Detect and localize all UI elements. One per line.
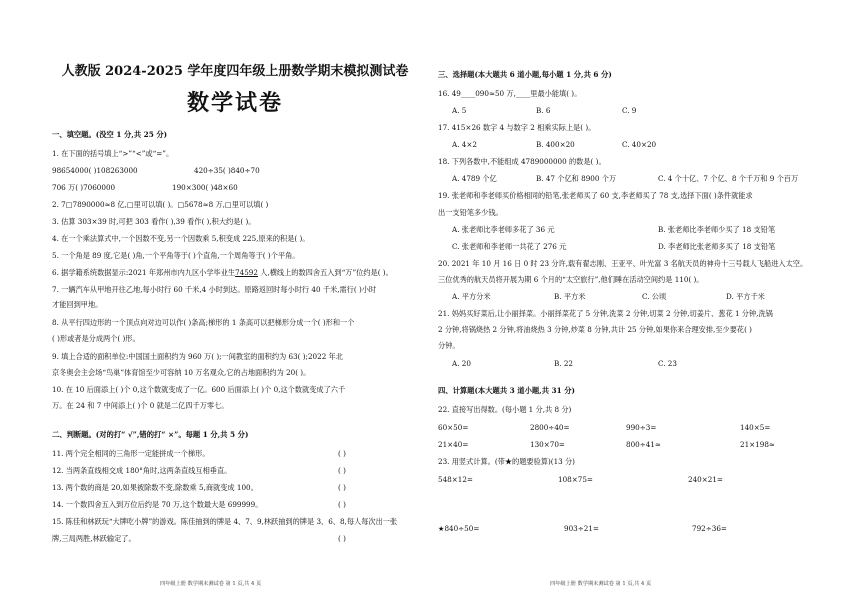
- q16-option-c[interactable]: C. 9: [622, 106, 637, 115]
- question-23: 23. 用竖式计算。(带★的题要验算)(13 分): [438, 457, 575, 466]
- q16-option-a[interactable]: A. 5: [452, 106, 467, 115]
- question-18: 18. 下列各数中,不能组成 4789000000 的数是( )。: [438, 157, 606, 166]
- q16-option-b[interactable]: B. 6: [536, 106, 551, 115]
- question-6-text-b: 人,横线上的数四舍五入到“万”位约是( )。: [257, 268, 393, 277]
- question-5: 5. 一个角是 89 度,它是( )角,一个平角等于( )个直角,一个周角等于( )个平角。: [52, 251, 300, 260]
- q21-option-c[interactable]: C. 23: [658, 359, 677, 368]
- q22-item-3: 990÷3=: [626, 423, 657, 432]
- q17-option-b[interactable]: B. 400×20: [536, 140, 575, 149]
- q22-item-7: 800÷41≈: [626, 440, 661, 449]
- q20-option-a[interactable]: A. 平方分米: [452, 292, 491, 301]
- question-1-d: 190×300( )48×60: [172, 183, 238, 192]
- judgement-15-line-2: 牌,三局两胜,林跃输定了。: [52, 534, 136, 543]
- section-fill-in-heading: 一、填空题。(没空 1 分,共 25 分): [52, 130, 168, 139]
- question-8-line-2: ( )形或者是分成两个( )形。: [52, 334, 140, 343]
- answer-paren-15[interactable]: ( ): [338, 534, 346, 543]
- judgement-13: 13. 两个数的商是 20,如果被除数不变,除数乘 5,商就变成 100。: [52, 483, 258, 492]
- judgement-15-line-1: 15. 陈佳和林跃玩“大牌吃小牌”的游戏。陈佳抽到的牌是 4、7、9,林跃抽到的牌是 3、6、8,每人每次出一张: [52, 517, 398, 526]
- q22-item-2: 2800÷40=: [530, 423, 570, 432]
- q21-option-b[interactable]: B. 22: [554, 359, 573, 368]
- question-6-text-a: 6. 据学籍系统数据显示:2021 年郑州市内九区小学毕业生: [52, 268, 236, 277]
- question-6: [52, 268, 393, 277]
- paper-subtitle: 数学试卷: [186, 90, 283, 116]
- answer-paren-12[interactable]: ( ): [338, 466, 346, 475]
- question-1-b: 420÷35( )840÷70: [194, 166, 260, 175]
- question-3: 3. 估算 303×39 时,可把 303 看作( ),39 看作( ),积大约是( )。: [52, 217, 256, 226]
- judgement-14: 14. 一个数四舍五入到万位后约是 70 万,这个数最大是 699999。: [52, 500, 263, 509]
- question-21-line-3: 分钟。: [438, 341, 460, 350]
- q20-option-b[interactable]: B. 平方米: [554, 292, 586, 301]
- paper-title: 人教版 2024-2025 学年度四年级上册数学期末模拟测试卷: [61, 64, 409, 79]
- question-22: 22. 直接写出得数。(每小题 1 分,共 8 分): [438, 405, 572, 414]
- question-1-c: 706 万( )7060000: [52, 183, 116, 192]
- question-20-line-1: 20. 2021 年 10 月 16 日 0 时 23 分许,载有翟志刚、王亚平、叶光富 3 名航天员的神舟十三号载人飞船进入太空。: [438, 259, 808, 268]
- answer-paren-13[interactable]: ( ): [338, 483, 346, 492]
- q19-option-c[interactable]: C. 张老师和李老师一共花了 276 元: [452, 242, 567, 251]
- q21-option-a[interactable]: A. 20: [452, 359, 471, 368]
- question-1-a: 98654000( )108263000: [52, 166, 138, 175]
- question-9-line-1: 9. 填上合适的面积单位:中国国土面积约为 960 万( );一间教室的面积约为 63( );2022 年北: [52, 352, 343, 361]
- question-8-line-1: 8. 从平行四边形的一个顶点向对边可以作( )条高;梯形的 1 条高可以把梯形分成一个( )形和一个: [52, 318, 355, 327]
- q23-item-3: 240×21=: [688, 475, 723, 484]
- question-19-line-2: 出一支铅笔多少钱。: [438, 208, 503, 217]
- q23-item-6: 792÷36=: [692, 524, 727, 533]
- section-calculation-heading: 四、计算题(本大题共 3 道小题,共 31 分): [438, 386, 575, 395]
- footer-left: 四年级上册 数学期末测试卷 第 1 页,共 4 页: [160, 581, 262, 587]
- q17-option-a[interactable]: A. 4×2: [452, 140, 477, 149]
- q23-item-2: 108×75=: [558, 475, 593, 484]
- question-4: 4. 在一个乘法算式中,一个因数不变,另一个因数乘 5,积变成 225,原来的积是( )。: [52, 234, 310, 243]
- question-7-line-2: 才能回到甲地。: [52, 300, 103, 309]
- section-judgement-heading: 二、判断题。(对的打“ √”,错的打“ ×”。每题 1 分,共 5 分): [52, 430, 249, 439]
- q22-item-6: 130×70=: [530, 440, 565, 449]
- question-7-line-1: 7. 一辆汽车从甲地开往乙地,每小时行 60 千米,4 小时到达。原路返回时每小时行 40 千米,需行( )小时: [52, 285, 377, 294]
- question-19-line-1: 19. 张老师和李老师买价格相同的铅笔,张老师买了 60 支,李老师买了 78 支,选择下面( )条件就能求: [438, 191, 753, 200]
- q20-option-d[interactable]: D. 平方千米: [726, 292, 765, 301]
- q23-item-4: ★840÷50=: [438, 524, 480, 533]
- question-2: 2. 7□7890000≈8 亿,□里可以填( )。□5678≈8 万,□里可以填( ): [52, 200, 269, 209]
- question-21-line-1: 21. 妈妈买好菜后,让小丽择菜。小丽择菜花了 5 分钟,洗菜 2 分钟,切菜 2 分钟,切姜片、葱花 1 分钟,洗锅: [438, 309, 773, 318]
- footer-right: 四年级上册 数学期末测试卷 第 1 页,共 4 页: [550, 581, 652, 587]
- question-6-number: 74592: [235, 268, 258, 277]
- q18-option-b[interactable]: B. 47 个亿和 8900 个万: [536, 174, 617, 183]
- q19-option-d[interactable]: D. 李老师比张老师多买了 18 支铅笔: [658, 242, 776, 251]
- question-1: 1. 在下面的括号填上“>”“<”或“=”。: [52, 149, 174, 158]
- q19-option-b[interactable]: B. 张老师比李老师少买了 18 支铅笔: [658, 225, 776, 234]
- q17-option-c[interactable]: C. 40×20: [622, 140, 657, 149]
- q22-item-1: 60×50=: [438, 423, 469, 432]
- q22-item-5: 21×40=: [438, 440, 469, 449]
- question-16: 16. 49____090≈50 万,____里最小能填( )。: [438, 89, 582, 98]
- q22-item-4: 140×5=: [740, 423, 771, 432]
- q19-option-a[interactable]: A. 张老师比李老师多花了 36 元: [452, 225, 555, 234]
- q22-item-8: 21×198≈: [740, 440, 775, 449]
- q18-option-a[interactable]: A. 4789 个亿: [452, 174, 497, 183]
- judgement-11: 11. 两个完全相同的三角形一定能拼成一个梯形。: [52, 449, 210, 458]
- q18-option-c[interactable]: C. 4 个十亿、7 个亿、8 个千万和 9 个百万: [658, 174, 799, 183]
- question-17: 17. 415×26 数字 4 与数字 2 相乘实际上是( )。: [438, 123, 596, 132]
- q23-item-5: 903÷21=: [564, 524, 599, 533]
- answer-paren-14[interactable]: ( ): [338, 500, 346, 509]
- judgement-12: 12. 当两条直线相交成 180°角时,这两条直线互相垂直。: [52, 466, 232, 475]
- q20-option-c[interactable]: C. 公顷: [642, 292, 667, 301]
- question-21-line-2: 2 分钟,将锅烧热 2 分钟,将油烧热 3 分钟,炒菜 8 分钟,共计 25 分钟,如果你来合理安排,至少要花( ): [438, 325, 752, 334]
- section-choice-heading: 三、选择题(本大题共 6 道小题,每小题 1 分,共 6 分): [438, 70, 612, 79]
- answer-paren-11[interactable]: ( ): [338, 449, 346, 458]
- question-10-line-2: 万。在 24 和 7 中间添上( )个 0 就是二亿四千万零七。: [52, 401, 229, 410]
- question-20-line-2: 三位优秀的航天员将开展为期 6 个月的“太空旅行”,他们睡在活动空间约是 110( )。: [438, 275, 704, 284]
- question-10-line-1: 10. 在 10 后面添上( )个 0,这个数就变成了一亿。600 后面添上( )个 0,这个数就变成了六千: [52, 385, 346, 394]
- question-9-line-2: 京冬奥会主会场“鸟巢”体育馆至少可容纳 10 万名观众,它的占地面积约为 20( )。: [52, 368, 311, 377]
- q23-item-1: 548×12=: [438, 475, 473, 484]
